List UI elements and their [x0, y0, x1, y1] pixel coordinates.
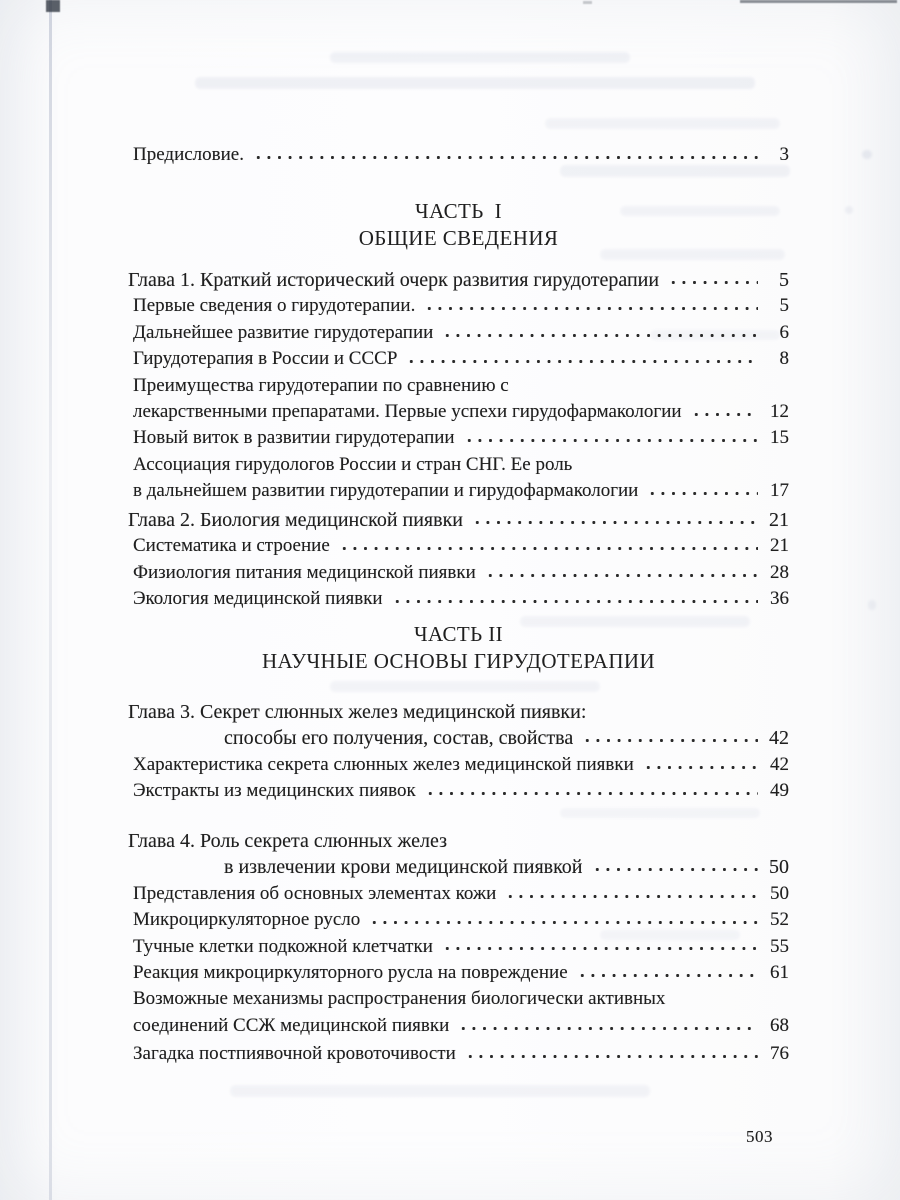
- toc-block-chapter2: [128, 507, 789, 613]
- toc-page-number: 3: [779, 144, 789, 165]
- scan-edge-mark: [46, 0, 60, 12]
- toc-row: [128, 854, 789, 880]
- toc-entry-label: Тучные клетки подкожной клетчатки: [133, 935, 433, 957]
- toc-page-number: 21: [769, 509, 789, 531]
- toc-page-number: 50: [769, 856, 789, 879]
- dot-leader: [575, 960, 758, 986]
- toc-row: [128, 778, 789, 804]
- dot-leader: [645, 478, 758, 504]
- dot-leader: [666, 267, 758, 293]
- scan-edge-mark: [740, 0, 897, 3]
- toc-page-number: 55: [770, 935, 789, 957]
- dot-leader: [440, 320, 758, 346]
- toc-entry-label: Предисловие.: [133, 144, 244, 165]
- part-heading-1: [128, 198, 789, 252]
- toc-page-number: 42: [769, 727, 789, 750]
- bleed-through-mark: [868, 600, 876, 610]
- dot-leader: [251, 142, 758, 168]
- dot-leader: [590, 854, 759, 880]
- toc-entry-label: в извлечении крови медицинской пиявкой: [224, 856, 583, 879]
- toc-row: [128, 934, 789, 960]
- dot-leader: [580, 725, 758, 751]
- toc-row: [128, 320, 789, 346]
- bleed-through-mark: [845, 206, 853, 214]
- toc-page-number: 61: [770, 962, 789, 984]
- toc-row: [128, 907, 789, 933]
- toc-page-number: 5: [779, 269, 789, 291]
- dot-leader: [689, 399, 758, 425]
- toc-entry-label: Глава 3. Секрет слюнных желез медицинской пиявки:: [128, 701, 587, 723]
- toc-page-number: 8: [779, 348, 789, 370]
- toc-entry-label: Дальнейшее развитие гирудотерапии: [133, 321, 434, 343]
- toc-entry-label: Представления об основных элементах кожи: [133, 882, 497, 904]
- toc-block-final: [128, 1041, 789, 1067]
- bleed-through-mark: [230, 1085, 650, 1097]
- toc-row: [128, 960, 789, 986]
- toc-row: [128, 425, 789, 451]
- toc-entry-label: Ассоциация гирудологов России и стран СНГ. Ее роль: [133, 453, 573, 475]
- toc-row: [128, 986, 789, 1012]
- part-title: ОБЩИЕ СВЕДЕНИЯ: [358, 226, 559, 250]
- toc-entry-label: Реакция микроциркуляторного русла на повреждение: [133, 962, 568, 984]
- bleed-through-mark: [545, 118, 780, 129]
- toc-page-number: 52: [770, 909, 789, 931]
- dot-leader: [462, 425, 758, 451]
- part-number: ЧАСТЬ I: [415, 199, 502, 223]
- bleed-through-mark: [560, 808, 760, 818]
- toc-entry-label: Физиология питания медицинской пиявки: [133, 561, 476, 583]
- toc-entry-label: способы его получения, состав, свойства: [224, 727, 574, 750]
- dot-leader: [463, 1041, 758, 1067]
- folio-page-number: 503: [746, 1127, 773, 1146]
- toc-page-number: 5: [779, 295, 789, 317]
- toc-row: [128, 699, 789, 725]
- toc-entry-label: Микроциркуляторное русло: [133, 909, 361, 931]
- dot-leader: [337, 533, 758, 559]
- toc-entry-label: Возможные механизмы распространения биологически активных: [133, 988, 666, 1010]
- part-title: НАУЧНЫЕ ОСНОВЫ ГИРУДОТЕРАПИИ: [261, 649, 656, 673]
- toc-row: [128, 142, 789, 168]
- toc-row: [128, 399, 789, 425]
- toc-row: [128, 293, 789, 319]
- page-fold-shadow: [49, 0, 52, 1200]
- dot-leader: [503, 881, 758, 907]
- toc-entry-label: Глава 1. Краткий исторический очерк развития гирудотерапии: [128, 269, 660, 291]
- toc-row: [128, 586, 789, 612]
- bleed-through-mark: [330, 681, 600, 692]
- toc-page-number: 28: [770, 561, 789, 583]
- toc-row: [128, 828, 789, 854]
- toc-page-number: 36: [770, 588, 789, 610]
- toc-page-number: 68: [770, 1014, 789, 1036]
- toc-row: [128, 1041, 789, 1067]
- toc-entry-label: Загадка постпиявочной кровоточивости: [133, 1043, 456, 1064]
- toc-entry-label: Новый виток в развитии гирудотерапии: [133, 427, 455, 449]
- toc-row: [128, 752, 789, 778]
- toc-entry-label: Систематика и строение: [133, 535, 330, 557]
- toc-block-chapter4: [128, 828, 789, 1039]
- toc-entry-label: Экстракты из медицинских пиявок: [133, 780, 416, 802]
- dot-leader: [423, 778, 758, 804]
- toc-page-number: 12: [770, 401, 789, 423]
- toc-row: [128, 560, 789, 586]
- toc-row: [128, 373, 789, 399]
- toc-row: [128, 1013, 789, 1039]
- toc-row: [128, 881, 789, 907]
- dot-leader: [367, 907, 758, 933]
- dot-leader: [390, 586, 758, 612]
- toc-row: [128, 267, 789, 293]
- part-number: ЧАСТЬ II: [413, 622, 504, 646]
- toc-row: [128, 478, 789, 504]
- toc-page-number: 17: [770, 480, 789, 502]
- toc-block-chapter3: [128, 699, 789, 805]
- dot-leader: [440, 934, 758, 960]
- toc-page-number: 50: [770, 882, 789, 904]
- dot-leader: [456, 1013, 758, 1039]
- dot-leader: [470, 507, 758, 533]
- toc-entry-label: Глава 2. Биология медицинской пиявки: [128, 509, 463, 531]
- toc-entry-label: Преимущества гирудотерапии по сравнению с: [133, 374, 509, 396]
- dot-leader: [422, 293, 758, 319]
- toc-row: [128, 507, 789, 533]
- toc-entry-label: Гирудотерапия в России и СССР: [133, 348, 398, 370]
- toc-row: [128, 533, 789, 559]
- dot-leader: [483, 560, 758, 586]
- dot-leader: [404, 346, 758, 372]
- toc-row: [128, 452, 789, 478]
- bleed-through-mark: [195, 77, 755, 89]
- toc-page-number: 21: [770, 535, 789, 557]
- part-heading-2: [128, 621, 789, 675]
- toc-block-preface: [128, 142, 789, 168]
- toc-entry-label: Характеристика секрета слюнных желез медицинской пиявки: [133, 753, 634, 775]
- toc-row: [128, 346, 789, 372]
- toc-page-number: 6: [779, 321, 789, 343]
- toc-page-number: 49: [770, 780, 789, 802]
- scan-edge-mark: [583, 1, 592, 4]
- toc-page-number: 15: [770, 427, 789, 449]
- bleed-through-mark: [330, 52, 630, 63]
- toc-page-number: 76: [770, 1043, 789, 1064]
- dot-leader: [641, 752, 758, 778]
- toc-entry-label: Первые сведения о гирудотерапии.: [133, 295, 416, 317]
- bleed-through-mark: [862, 150, 872, 159]
- toc-page-number: 42: [770, 753, 789, 775]
- toc-entry-label: соединений ССЖ медицинской пиявки: [133, 1014, 450, 1036]
- toc-entry-label: Глава 4. Роль секрета слюнных желез: [128, 830, 447, 852]
- toc-entry-label: Экология медицинской пиявки: [133, 588, 383, 610]
- toc-entry-label: в дальнейшем развитии гирудотерапии и гирудофармакологии: [133, 480, 639, 502]
- toc-entry-label: лекарственными препаратами. Первые успехи гирудофармакологии: [133, 401, 682, 423]
- toc-row: [128, 725, 789, 751]
- toc-block-chapter1: [128, 267, 789, 505]
